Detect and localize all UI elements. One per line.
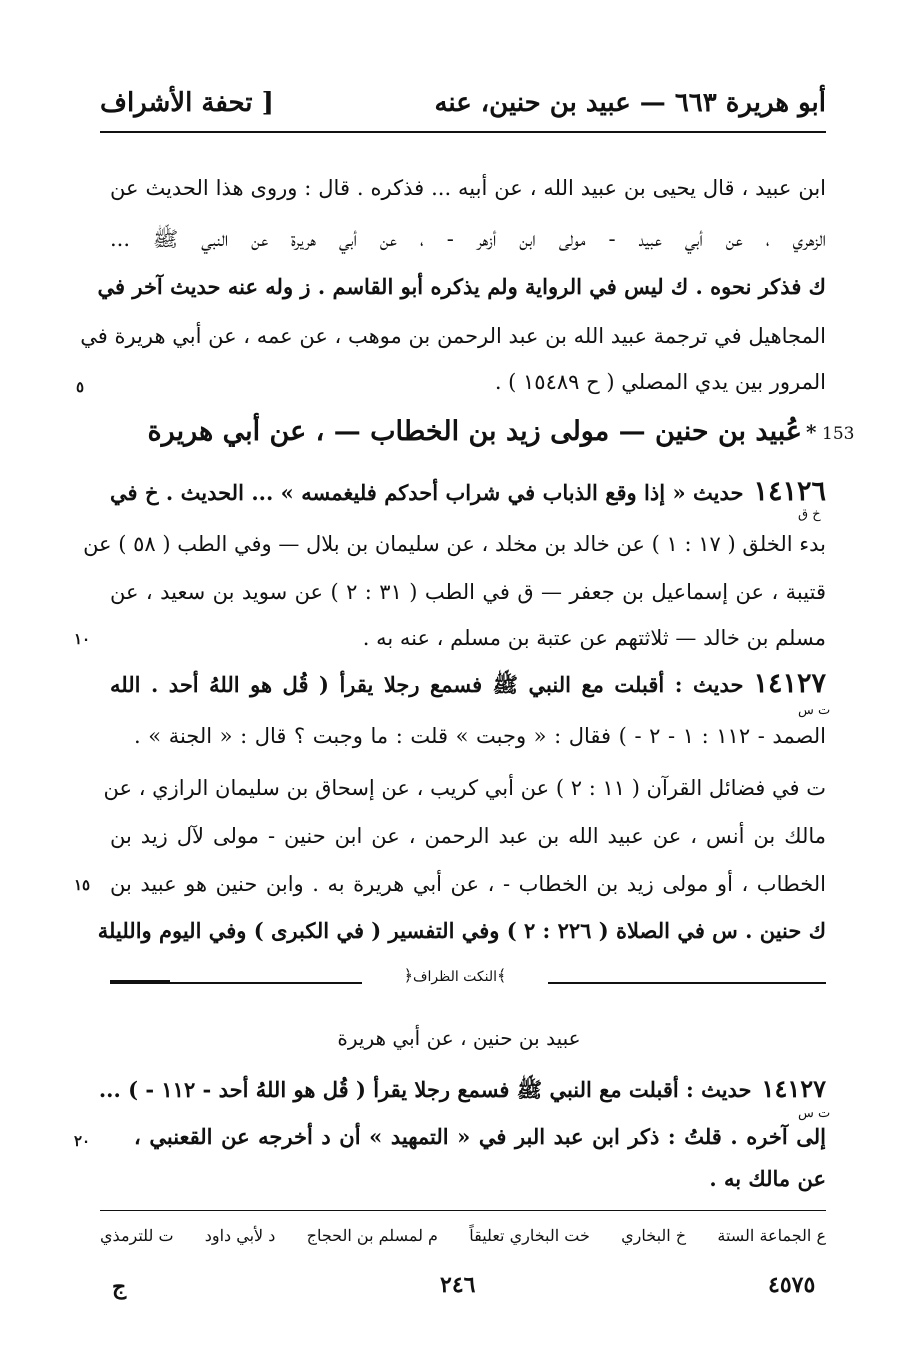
line-number-15: ١٥ <box>74 876 91 894</box>
abbr-item: د لأبي داود <box>204 1226 276 1245</box>
hadith-line <box>98 1074 826 1108</box>
running-header-right: أبو هريرة ٦٦٣ — عبيد بن حنين، عنه <box>434 88 826 118</box>
text-line: الخطاب ، أو مولى زيد بن الخطاب - ، عن أبي هريرة به . وابن حنين هو عبيد بن <box>110 872 826 896</box>
text-line: المرور بين يدي المصلي ( ح ١٥٤٨٩ ) . <box>494 370 826 394</box>
text-line: ك حنين . س في الصلاة ( ٢٢٦ : ٢ ) وفي التفسير ( في الكبرى ) وفي اليوم والليلة <box>97 918 826 943</box>
text-line: ك فذكر نحوه . ك ليس في الرواية ولم يذكره أبو القاسم . ز وله عنه حديث آخر في <box>97 274 826 299</box>
text-line: الصمد - ١١٢ : ١ - ٢ - ) فقال : « وجبت » قلت : ما وجبت ؟ قال : « الجنة » . <box>134 724 826 748</box>
divider-rule-left-thick <box>110 980 170 984</box>
hadith-number: ١٤١٢٧ <box>753 668 826 699</box>
footer-rule <box>100 1210 826 1211</box>
source-marker: ت س <box>798 703 831 718</box>
section-number: 153 <box>822 424 855 444</box>
text-line: مسلم بن خالد — ثلاثتهم عن عتبة بن مسلم ، عنه به . <box>362 626 826 650</box>
divider-label: ﴾النكت الظراف﴿ <box>403 966 507 985</box>
text-line: إلى آخره . قلتُ : ذكر ابن عبد البر في « التمهيد » أن د أخرجه عن القعنبي ، <box>134 1124 826 1149</box>
text-line: بدء الخلق ( ١٧ : ١ ) عن خالد بن مخلد ، عن سليمان بن بلال — وفي الطب ( ٥٨ ) عن <box>83 532 826 556</box>
divider-label-text: النكت الظراف <box>412 969 498 985</box>
text-line: ت في فضائل القرآن ( ١١ : ٢ ) عن أبي كريب ، عن إسحاق بن سليمان الرازي ، عن <box>103 776 826 800</box>
hadith-number: ١٤١٢٧ <box>761 1074 826 1103</box>
line-number-20: ٢٠ <box>74 1132 91 1150</box>
text-line: مالك بن أنس ، عن عبيد الله بن عبد الرحمن ، عن ابن حنين - مولى لآل زيد بن <box>110 824 826 848</box>
hadith-text: حديث : أقبلت مع النبي ﷺ فسمع رجلا يقرأ ( قُل هو اللهُ أحد . الله <box>110 672 744 697</box>
text-line: ابن عبيد ، قال يحيى بن عبيد الله ، عن أبيه ... فذكره . قال : وروى هذا الحديث عن <box>110 176 826 200</box>
abbr-item: خ البخاري <box>621 1226 687 1245</box>
text-line: الزهري ، عن أبي عبيد - مولى ابن أزهر - ، عن أبي هريرة عن النبي ﷺ ... <box>110 227 826 251</box>
abbr-item: م لمسلم بن الحجاج <box>306 1226 438 1245</box>
divider-rule-right <box>548 982 826 984</box>
hadith-line <box>110 476 826 507</box>
running-header-left: [ تحفة الأشراف <box>100 88 274 118</box>
header-rule <box>100 131 826 133</box>
hadith-number: ١٤١٢٦ <box>753 476 826 507</box>
abbr-item: ع الجماعة الستة <box>717 1226 826 1245</box>
hadith-line <box>110 668 826 703</box>
section-title: عُبيد بن حنين — مولى زيد بن الخطاب — ، عن أبي هريرة <box>147 416 802 447</box>
text-line: المجاهيل في ترجمة عبيد الله بن عبد الرحمن بن موهب ، عن عمه ، عن أبي هريرة في <box>80 324 826 348</box>
text-line: عن مالك به . <box>709 1166 826 1191</box>
source-marker: خ ق <box>798 507 821 522</box>
hadith-text: حديث « إذا وقع الذباب في شراب أحدكم فليغمسه » ... الحديث . خ في <box>110 480 744 505</box>
abbreviation-key <box>100 1226 826 1245</box>
source-marker: ت س <box>798 1106 831 1121</box>
hadith-text: حديث : أقبلت مع النبي ﷺ فسمع رجلا يقرأ ( قُل هو اللهُ أحد - ١١٢ - ) ... <box>98 1077 752 1102</box>
text-line: قتيبة ، عن إسماعيل بن جعفر — ق في الطب ( ٣١ : ٢ ) عن سويد بن سعيد ، عن <box>110 580 826 604</box>
line-number-5: ٥ <box>76 378 85 396</box>
abbr-item: خت البخاري تعليقاً <box>469 1226 590 1245</box>
volume-letter: ج <box>112 1274 127 1300</box>
volume-page-number: ٤٥٧٥ <box>768 1272 816 1298</box>
nukat-heading: عبيد بن حنين ، عن أبي هريرة <box>337 1026 581 1050</box>
page-number: ٢٤٦ <box>440 1272 476 1298</box>
section-star: * <box>806 420 817 444</box>
abbr-item: ت للترمذي <box>100 1226 174 1245</box>
line-number-10: ١٠ <box>74 630 91 648</box>
